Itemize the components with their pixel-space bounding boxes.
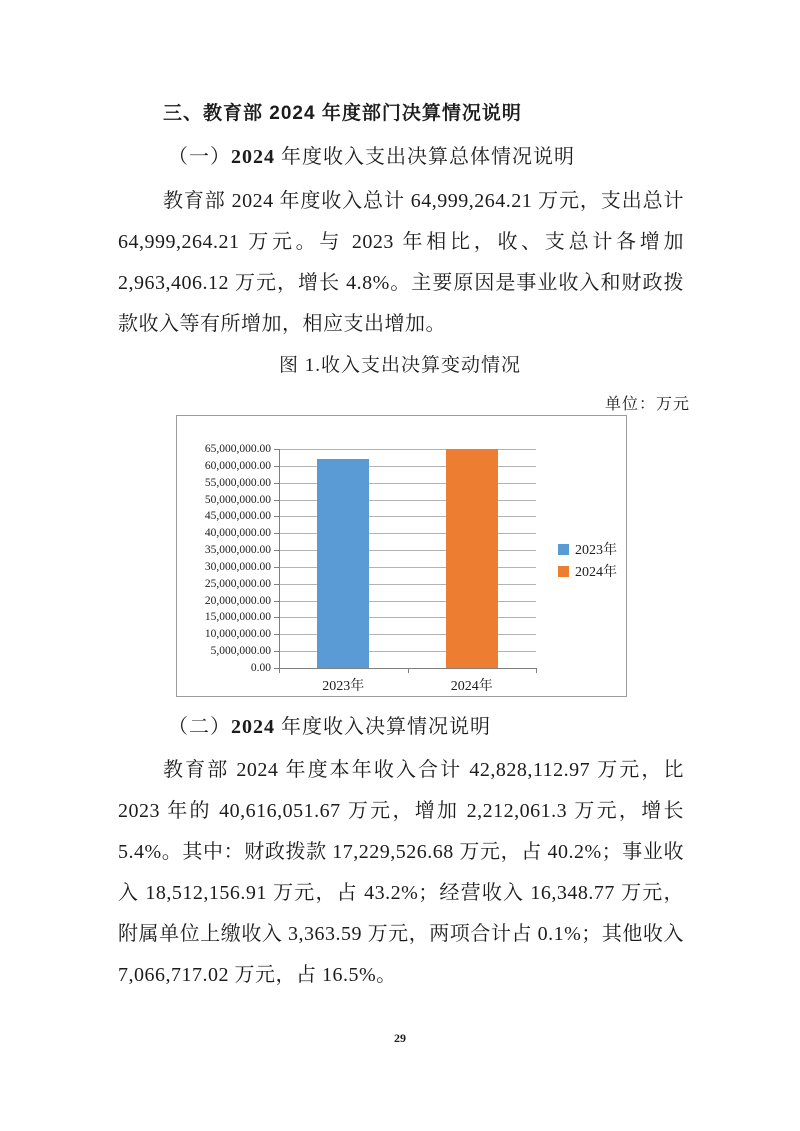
subsection-2-year: 2024: [231, 716, 275, 738]
y-axis-label: 0.00: [250, 662, 271, 674]
y-axis-label: 25,000,000.00: [204, 577, 271, 590]
subsection-2-title: 年度收入决算情况说明: [275, 716, 491, 738]
bar-2023年: [317, 459, 369, 668]
page-number: 29: [394, 1031, 406, 1045]
y-axis-label: 35,000,000.00: [204, 544, 271, 557]
legend-item-2024年: [558, 560, 617, 582]
section-main-heading: 三、教育部 2024 年度部门决算情况说明: [163, 103, 522, 124]
paragraph-overall-summary: 教育部 2024 年度收入总计 64,999,264.21 万元，支出总计 64,999,264.21 万元。与 2023 年相比，收、支总计各增加 2,963,406.12 万元，增长 4.8%。主要原因是事业收入和财政拨款收入等有所增加，相应支出增加。: [118, 190, 684, 335]
x-axis-label: 2024年: [450, 679, 493, 694]
y-axis-label: 30,000,000.00: [204, 560, 271, 573]
figure-unit-label: 单位：万元: [604, 396, 690, 413]
legend-item-2023年: [558, 538, 617, 560]
legend-swatch-icon: [558, 544, 569, 555]
legend-label: 2024年: [575, 565, 617, 580]
y-axis-label: 40,000,000.00: [204, 527, 271, 540]
legend-swatch-icon: [558, 566, 569, 577]
x-axis-tick: [408, 668, 409, 673]
figure-1-title: 图 1.收入支出决算变动情况: [278, 355, 521, 376]
paragraph-income-summary: 教育部 2024 年度本年收入合计 42,828,112.97 万元，比 2023 年的 40,616,051.67 万元，增加 2,212,061.3 万元，增长 5.4%。其中：财政拨款 17,229,526.68 万元，占 40.2%；事业收入 18,512,156.91 万元，占 43.2%；经营收入 16,348.77 万元，附属单位上缴收入 3,363.59 万元，两项合计占 0.1%；其他收入 7,066,717.02 万元，占 16.5%。: [118, 759, 684, 986]
y-axis-label: 10,000,000.00: [204, 628, 271, 641]
y-axis-label: 55,000,000.00: [204, 476, 271, 489]
subsection-1-year: 2024: [231, 146, 275, 168]
subsection-1-prefix: （一）: [168, 146, 231, 168]
legend-label: 2023年: [575, 543, 617, 558]
subsection-1-title: 年度收入支出决算总体情况说明: [275, 146, 575, 168]
y-axis-label: 15,000,000.00: [204, 611, 271, 624]
subsection-1-heading: [168, 140, 575, 169]
y-axis-line: [279, 449, 280, 668]
y-axis-label: 5,000,000.00: [210, 645, 271, 658]
y-axis-label: 60,000,000.00: [204, 459, 271, 472]
y-axis-label: 65,000,000.00: [204, 443, 271, 455]
y-axis-label: 45,000,000.00: [204, 510, 271, 523]
bar-chart-income-expenditure: [176, 415, 627, 697]
y-axis-label: 50,000,000.00: [204, 493, 271, 506]
subsection-2-prefix: （二）: [168, 716, 231, 738]
x-axis-tick: [279, 668, 280, 673]
chart-legend: [558, 538, 617, 582]
x-axis-tick: [536, 668, 537, 673]
x-axis-label: 2023年: [322, 679, 365, 694]
y-axis-label: 20,000,000.00: [204, 594, 271, 607]
subsection-2-heading: [168, 710, 491, 739]
bar-2024年: [446, 449, 498, 668]
